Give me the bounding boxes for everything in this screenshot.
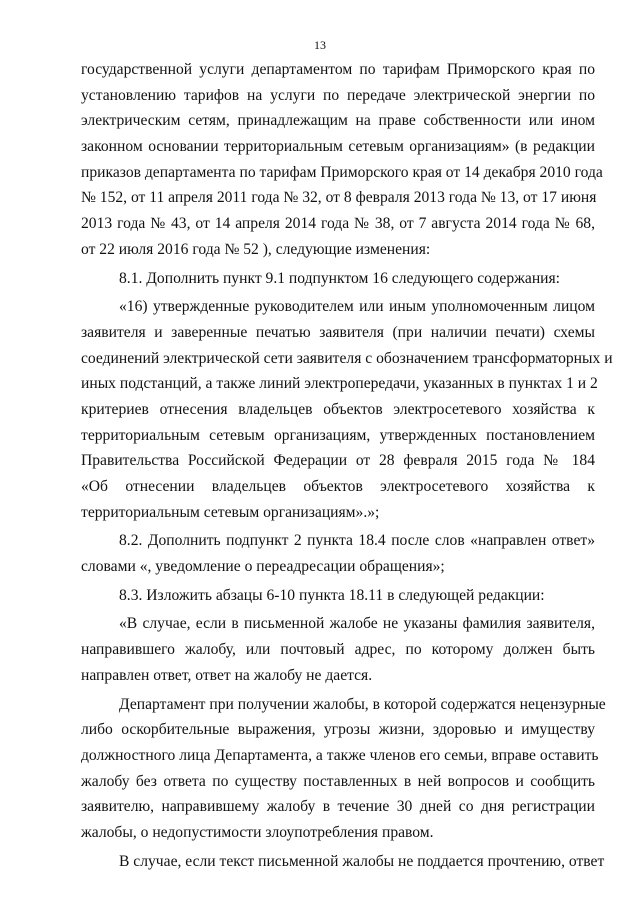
text-line: словами «, уведомление о переадресации обращения»; [81,558,445,576]
text-line: от 22 июля 2016 года № 52 ), следующие изменения: [81,240,431,258]
page-number: 13 [314,38,326,52]
text-line: 2013 года № 43, от 14 апреля 2014 года № 38, от 7 августа 2014 года № 68, [81,215,595,233]
text-line: 8.1. Дополнить пункт 9.1 подпунктом 16 следующего содержания: [119,269,561,287]
text-line: законном основании территориальным сетевым организациям» (в редакции [81,138,595,156]
text-line: электрическим сетям, принадлежащим на праве собственности или ином [81,112,595,130]
text-line: В случае, если текст письменной жалобы не поддается прочтению, ответ [119,852,605,870]
text-line: установлению тарифов на услуги по передаче электрической энергии по [81,86,595,104]
text-line: «16) утвержденные руководителем или иным уполномоченным лицом [119,298,595,316]
text-line: «В случае, если в письменной жалобе не указаны фамилия заявителя, [119,615,595,633]
text-line: приказов департамента по тарифам Приморского края от 14 декабря 2010 года [81,163,603,181]
text-line: должностного лица Департамента, а также членов его семьи, вправе оставить [81,746,599,764]
text-line: Департамент при получении жалобы, в которой содержатся нецензурные [119,695,606,713]
text-line: территориальным сетевым организациям».»; [81,503,380,521]
text-line: 8.3. Изложить абзацы 6-10 пункта 18.11 в следующей редакции: [119,586,545,604]
text-line: иных подстанций, а также линий электропередачи, указанных в пунктах 1 и 2 [81,375,598,393]
text-line: 8.2. Дополнить подпункт 2 пункта 18.4 после слов «направлен ответ» [119,532,595,550]
text-line: государственной услуги департаментом по тарифам Приморского края по [81,61,595,78]
text-line: территориальным сетевым организациям, утвержденных постановлением [81,426,595,444]
text-line: направлен ответ, ответ на жалобу не дается. [81,666,373,684]
text-line: либо оскорбительные выражения, угрозы жизни, здоровью и имуществу [81,721,595,739]
text-line: жалобы, о недопустимости злоупотребления правом. [81,823,434,841]
text-line: жалобу без ответа по существу поставленных в ней вопросов и сообщить [81,772,595,790]
text-line: направившего жалобу, или почтовый адрес, по которому должен быть [81,641,595,659]
text-line: «Об отнесении владельцев объектов электросетевого хозяйства к [81,478,595,495]
text-line: № 152, от 11 апреля 2011 года № 32, от 8 февраля 2013 года № 13, от 17 июня [81,189,597,207]
text-line: соединений электрической сети заявителя с обозначением трансформаторных и [81,349,613,367]
text-line: критериев отнесения владельцев объектов электросетевого хозяйства к [81,400,595,418]
text-line: Правительства Российской Федерации от 28 февраля 2015 года № 184 [81,452,595,470]
text-line: заявителя и заверенные печатью заявителя (при наличии печати) схемы [81,323,595,341]
text-line: заявителю, направившему жалобу в течение 30 дней со дня регистрации [81,798,595,816]
document-body [81,57,613,874]
